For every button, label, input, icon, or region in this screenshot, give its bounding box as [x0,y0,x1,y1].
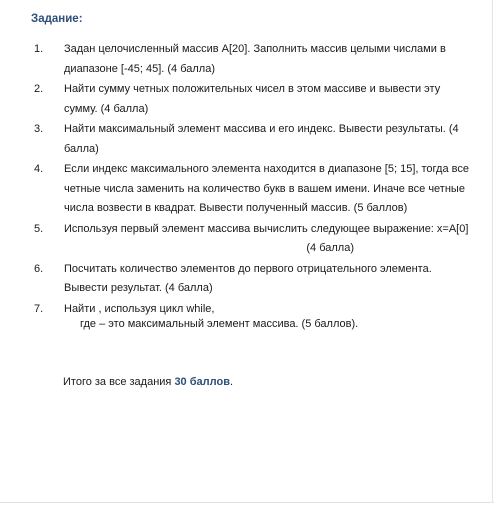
task-text-line: Если индекс максимального элемента находится в диапазоне [5; 15], тогда все [64,163,469,175]
task-item [31,220,471,259]
task-number: 3. [34,123,44,135]
task-text-line: диапазоне [-45; 45]. (4 балла) [64,62,216,75]
total-points: 30 баллов [174,376,230,388]
task-points: (4 балла) [306,242,354,254]
task-text-line: сумму. (4 балла) [64,102,149,115]
task-list [31,40,471,320]
total-suffix: . [229,376,234,388]
task-number: 7. [34,302,44,315]
task-text-line: Посчитать количество элементов до первого отрицательного элемента. [64,262,432,275]
task-number: 4. [34,163,44,175]
task-text-line: Задан целочисленный массив A[20]. Заполнить массив целыми числами в [64,43,446,55]
task-text-line: Найти сумму четных положительных чисел в этом массиве и вывести эту [64,83,441,95]
task-text-line: четные числа заменить на количество букв в вашем имени. Иначе все четные [64,182,465,195]
task-text-line: числа возвести в квадрат. Вывести полученный массив. (5 баллов) [64,202,408,214]
task-number: 6. [34,262,44,275]
task-number: 5. [34,222,44,235]
total-prefix: Итого за все задания [63,376,175,388]
task-item [31,80,471,119]
task-text-line: балла) [64,142,99,155]
task-text-line: Вывести результат. (4 балла) [64,282,213,294]
task-item [31,300,471,320]
page-border-right [492,0,493,503]
page-border-bottom [0,502,494,503]
task-text-line: Используя первый элемент массива вычислить следующее выражение: x=A[0] [64,222,469,235]
task-item [31,40,471,79]
task-text-line: Найти , используя цикл while, [64,302,215,315]
task7-note: где – это максимальный элемент массива. (5 баллов). [80,318,359,330]
task-number: 1. [34,43,44,55]
task-item [31,160,471,219]
task-number: 2. [34,83,44,95]
task-item [31,120,471,159]
assignment-heading: Задание: [31,13,83,25]
task-item [31,260,471,299]
task-text-line: Найти максимальный элемент массива и его индекс. Вывести результаты. (4 [64,123,459,135]
total-points-line [63,376,233,388]
